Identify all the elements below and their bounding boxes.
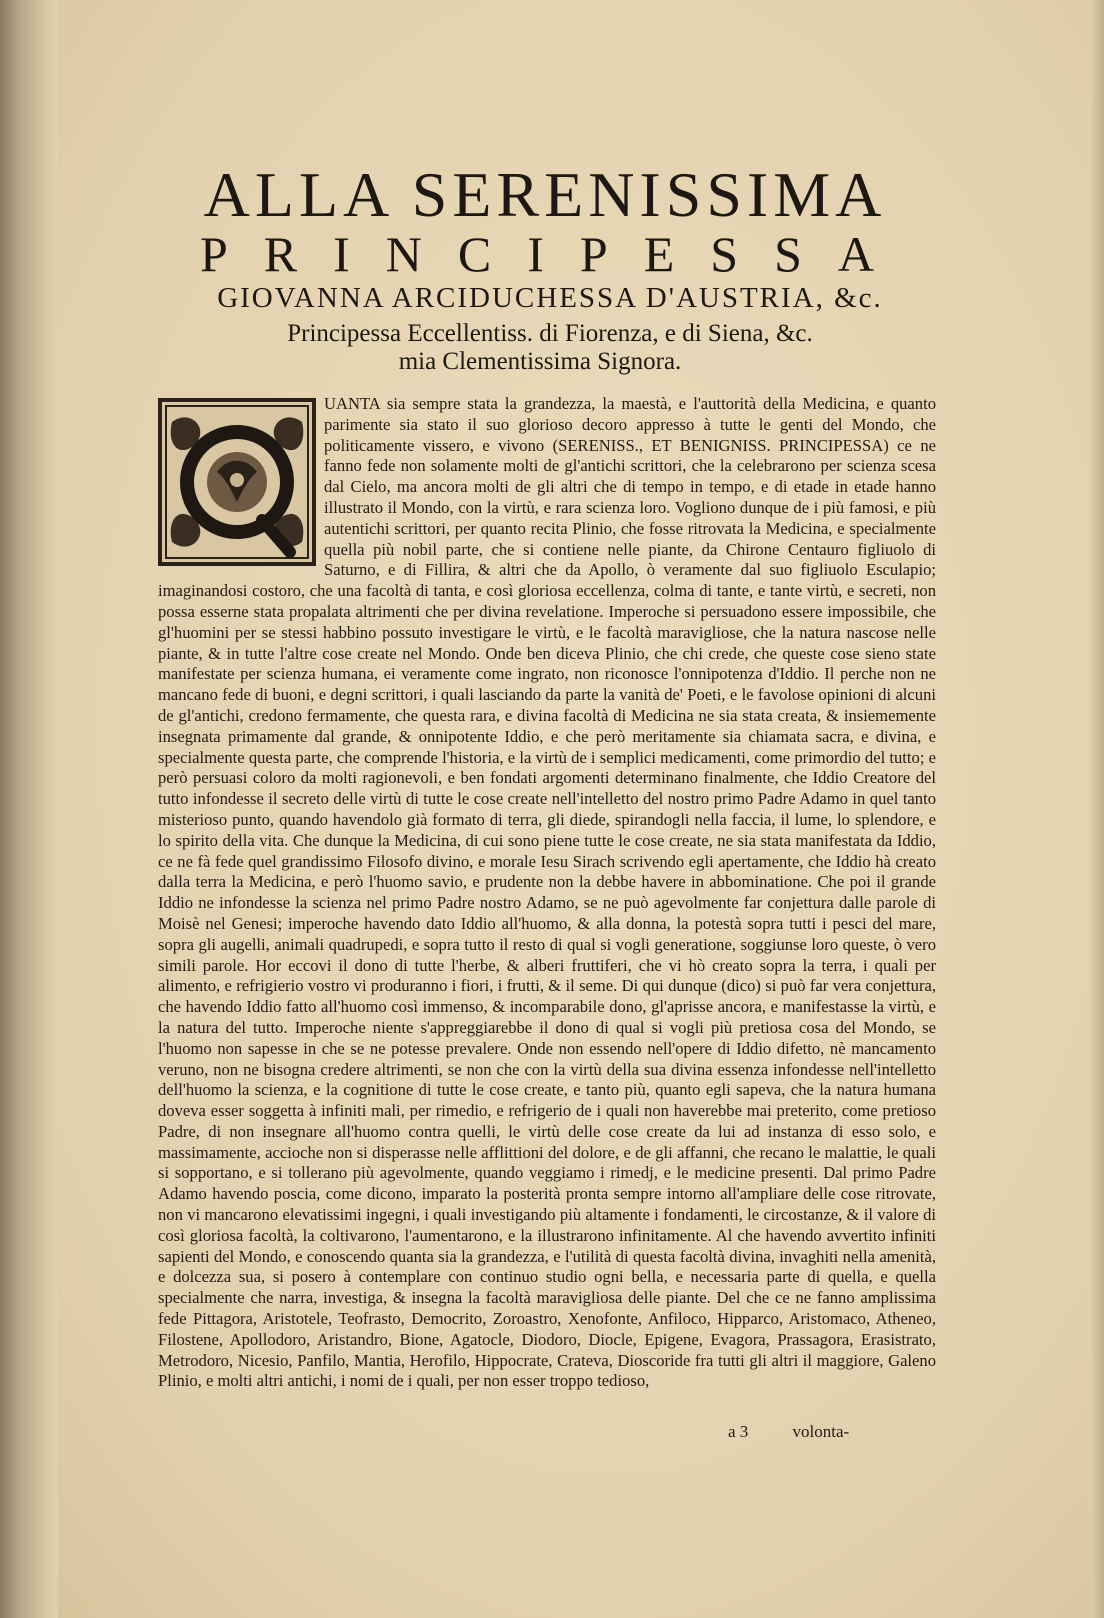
heading-line-3: GIOVANNA ARCIDUCHESSA D'AUSTRIA, &c.: [217, 282, 883, 314]
page-gutter: [0, 0, 58, 1618]
body-text: [158, 394, 936, 1392]
catchword: volonta-: [792, 1422, 850, 1441]
heading-line-1: ALLA SERENISSIMA: [203, 159, 887, 230]
heading-line-5: mia Clementissima Signora.: [398, 348, 682, 375]
signature-mark: a 3: [728, 1422, 749, 1441]
heading-line-4: Principessa Eccellentiss. di Fiorenza, e di Siena, &c.: [287, 320, 813, 347]
page-footer: [728, 1422, 938, 1442]
body-paragraph: UANTA sia sempre stata la grandezza, la maestà, e l'auttorità della Medicina, e quanto parimente sia stato il suo glorioso decoro appresso à tutte le genti del Mondo, che politicamente vissero, e vivono (SERENISS., ET BENIGNISS. PRINCIPESSA) ce ne fanno fede non solamente molti de gl'antichi scrittori, che la celebrarono per scienza scesa dal Cielo, ma ancora molti de gli altri che di tempo in tempo, e di etade in etade hanno illustrato il Mondo, con la virtù, e rara scienza loro. Vogliono dunque de i più famosi, e più autentichi scrittori, per quanto recita Plinio, che fosse ritrovata la Medicina, e specialmente quella più nobil parte, che si contiene nelle piante, da Chirone Centauro figliuolo di Saturno, e di Fillira, & altri che da Apollo, ò veramente dal suo figliuolo Esculapio; imaginandosi costoro, che una facoltà di tanta, e così gloriosa eccellenza, colma di tante, e tante virtù, e secreti, non possa esserne stata propalata altrimenti che per divina revelatione. Imperoche si persuadono essere impossibile, che gl'huomini per se stessi habbino possuto investigare le virtù, e le facoltà maravigliose, che la natura nascose nelle piante, & in tutte l'altre cose create nel Mondo. Onde ben diceva Plinio, che chi crede, che queste cose sieno state manifestate per scienza humana, ei veramente come ingrato, non riconosce l'onnipotenza d'Iddio. Il perche non ne mancano fede di buoni, e degni scrittori, i quali lasciando da parte la vanità de' Poeti, e le favolose opinioni di alcuni de gl'antichi, credono fermamente, che questa rara, e divina facoltà di Medicina ne sia stata creata, & insiememente insegnata primamente dal grande, & onnipotente Iddio, e che però meritamente sia chiamata sacra, e divina, e specialmente questa parte, che comprende l'historia, e la virtù de i semplici medicamenti, come primordio del tutto; e però persuasi coloro da molti ragionevoli, e ben fondati argomenti determinano finalmente, che Iddio Creatore del tutto infondesse il secreto delle virtù di tutte le cose create nell'intelletto del nostro primo Padre Adamo in quel tanto misterioso punto, quando havendolo già formato di terra, gli diede, spirandogli nella faccia, il lume, lo splendore, e lo spirito della vita. Che dunque la Medicina, di cui sono piene tutte le cose create, ne sia stata manifestata da Iddio, ce ne fà fede quel grandissimo Filosofo divino, e morale Iesu Sirach scrivendo egli apertamente, che Iddio hà creato dalla terra la Medicina, e però l'huomo savio, e prudente non la debbe havere in abbominatione. Che poi il grande Iddio ne infondesse la scienza nel primo Padre nostro Adamo, se ne può agevolmente far conjettura dalle parole di Moisè nel Genesi; imperoche havendo dato Iddio all'huomo, & alla donna, la potestà sopra tutti i pesci del mare, sopra gli augelli, animali quadrupedi, e sopra tutto il resto di qual si vogli generatione, soggiunse loro queste, ò vero simili parole. Hor eccovi il dono di tutte l'herbe, & alberi fruttiferi, che vi hò creato sopra la terra, i quali per alimento, e refrigierio vostro vi produranno i fiori, i frutti, & il seme. Di qui dunque (dico) si può far vera conjettura, che havendo Iddio fatto all'huomo così immenso, & incomparabile dono, gl'aprisse ancora, e manifestasse la virtù, e la natura del tutto. Imperoche niente s'appreggiarebbe il dono di qual si vogli più pretiosa cosa del Mondo, se l'huomo non sapesse in che se ne potesse prevalere. Onde non essendo nell'opere di Iddio difetto, nè mancamento veruno, non ne bisogna credere altrimenti, se non che con la virtù della sua divina essenza infondesse nell'intelletto dell'huomo la scienza, e la cognitione di tutte le cose create, e tanto più, quanto egli sapeva, che la natura humana doveva esser soggetta à infiniti mali, per rimedio, e refrigerio de i quali non haverebbe mai preterito, come pretioso Padre, di non insegnare all'huomo contra quelli, le virtù delle cose create da lui ad instanza di esso solo, e massimamente, accioche non si disperasse nelle afflittioni del dolore, e de gli affanni, che recano le malattie, le quali si sopportano, e si tollerano più agevolmente, quando veggiamo i rimedj, e le medicine presenti. Dal primo Padre Adamo havendo poscia, come dicono, imparato la posterità pronta sempre intorno all'ampliare delle cose ritrovate, non vi mancarono elevatissimi ingegni, i quali investigando più altamente i fondamenti, le circostanze, & il valore di così gloriosa facoltà, la coltivarono, l'aumentarono, e la illustrarono infinitamente. Al che havendo avvertito infiniti sapienti del Mondo, e conoscendo quanta sia la grandezza, e l'utilità di questa facoltà divina, invaghiti nella amenità, e dolcezza sua, si posero à contemplare con continuo studio ogni bella, e necessaria parte di quella, e quella specialmente che narra, investiga, & insegna la facoltà maravigliosa delle piante. Del che ce ne fanno amplissima fede Pittagora, Aristotele, Teofrasto, Democrito, Zoroastro, Xenofonte, Anfiloco, Hipparco, Aristomaco, Atheneo, Filostene, Apollodoro, Aristandro, Bione, Agatocle, Diodoro, Diocle, Epigene, Evagora, Prassagora, Erasistrato, Metrodoro, Nicesio, Panfilo, Mantia, Herofilo, Hippocrate, Crateva, Dioscoride fra tutti gli altri il maggiore, Galeno Plinio, e molti altri antichi, i nomi de i quali, per non esser troppo tedioso,: [158, 394, 936, 1391]
page-edge: [1090, 0, 1104, 1618]
heading-line-2: PRINCIPESSA: [200, 226, 910, 282]
drop-cap-space: [158, 394, 324, 570]
